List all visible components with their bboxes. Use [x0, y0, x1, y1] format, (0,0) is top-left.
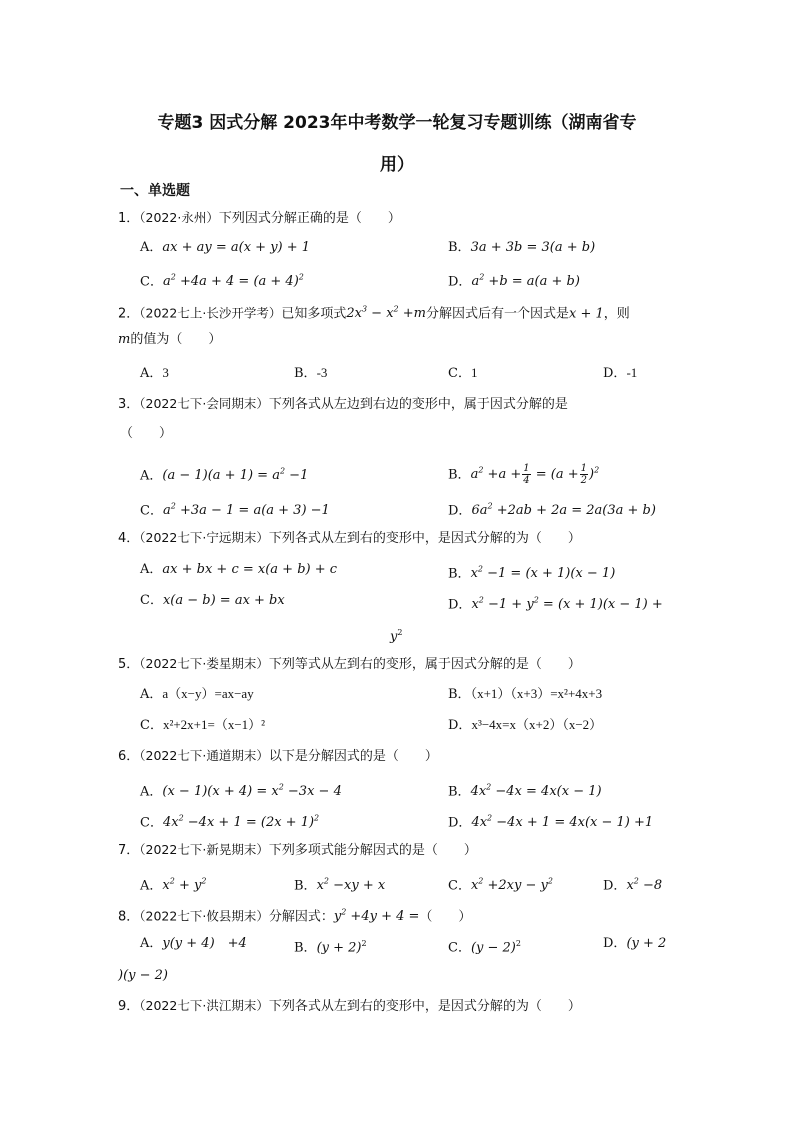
section-heading: 一、单选题 [120, 183, 190, 199]
question-5-option-d: D．x³−4x=x（x+2）（x−2） [448, 717, 603, 733]
question-2-option-d: D．-1 [603, 365, 638, 381]
question-2-stem: 2．（2022七上·长沙开学考）已知多项式$2x^3 - x^2 +m$分解因式后有一个因式是x + 1，则 [118, 305, 630, 322]
question-4-stem: 4．（2022七下·宁远期末）下列各式从左到右的变形中，是因式分解的为（ ） [118, 530, 581, 546]
question-7-option-b: B．$x^2 -xy + x$ [294, 877, 386, 894]
question-3-option-d: D．$6a^2 +2ab + 2a = 2a(3a + b)$ [448, 502, 656, 519]
question-4-option-a: A．ax + bx + c = x(a + b) + c [140, 562, 338, 577]
question-6-option-d: D．$4x^2 -4x + 1 = 4x(x - 1) +1$ [448, 814, 654, 831]
question-9-stem: 9．（2022七下·洪江期末）下列各式从左到右的变形中，是因式分解的为（ ） [118, 998, 581, 1014]
question-8-option-a: A．y(y + 4) +4 [140, 936, 247, 951]
question-5-stem: 5．（2022七下·娄星期末）下列等式从左到右的变形，属于因式分解的是（ ） [118, 656, 581, 672]
question-3-stem-cont: （ ） [120, 426, 173, 441]
question-7-option-d: D．$x^2 -8$ [603, 877, 663, 894]
question-1-option-d: D．$a^2 +b = a(a + b)$ [448, 273, 580, 290]
page-title [110, 102, 684, 186]
title-line-1: 专题3 因式分解 2023年中考数学一轮复习专题训练（湖南省专 [157, 113, 637, 133]
question-6-option-b: B．$4x^2 -4x = 4x(x - 1)$ [448, 783, 602, 800]
question-8-stem: 8．（2022七下·攸县期末）分解因式：$y^2 +4y + 4$ =（ ） [118, 908, 472, 925]
question-4-option-d-wrap: $y^2$ [390, 628, 403, 645]
question-3-stem: 3．（2022七下·会同期末）下列各式从左边到右边的变形中，属于因式分解的是 [118, 396, 568, 412]
question-7-option-a: A．$x^2 + y^2$ [140, 877, 207, 894]
title-line-2: 用） [380, 155, 414, 175]
question-6-option-c: C．$4x^2 -4x + 1 = (2x + 1)^2$ [140, 814, 320, 831]
question-3-option-b: B．$a^2 +a$ + $\frac{1}{4}$ = (a + $\frac{1}{2}$ )$^2$ [448, 463, 600, 487]
question-1-option-a: A．ax + ay = a(x + y) + 1 [140, 240, 311, 255]
question-4-option-b: B．$x^2 -1 = (x + 1)(x - 1)$ [448, 565, 616, 582]
question-5-option-c: C．x²+2x+1=（x−1）² [140, 717, 266, 733]
question-4-option-d: D．$x^2 -1 + y^2 = (x + 1)(x - 1)$ + [448, 596, 663, 613]
question-5-option-a: A．a（x−y）=ax−ay [140, 686, 254, 702]
question-7-stem: 7．（2022七下·新晃期末）下列多项式能分解因式的是（ ） [118, 842, 477, 858]
question-1-option-b: B．3a + 3b = 3(a + b) [448, 240, 596, 255]
question-2-option-c: C．1 [448, 365, 478, 381]
question-3-option-c: C．$a^2 +3a - 1 = a(a + 3) -1$ [140, 502, 330, 519]
question-6-option-a: A．$(x - 1)(x + 4) = x^2 -3x - 4$ [140, 783, 342, 800]
question-2-stem-cont: m的值为（ ） [118, 332, 222, 347]
question-8-option-d: D．(y + 2 [603, 936, 667, 951]
question-1-stem: 1．（2022·永州）下列因式分解正确的是（ ） [118, 210, 401, 226]
question-8-option-c: C．$(y - 2)^2$ [448, 939, 521, 956]
question-5-option-b: B．（x+1）（x+3）=x²+4x+3 [448, 686, 603, 702]
question-8-option-b: B．$(y + 2)^2$ [294, 939, 367, 956]
question-2-option-b: B．-3 [294, 365, 328, 381]
question-8-option-d-wrap: )(y − 2) [118, 968, 168, 983]
question-3-option-a: A．$(a - 1)(a + 1) = a^2 -1$ [140, 467, 309, 484]
question-7-option-c: C．$x^2 +2xy - y^2$ [448, 877, 553, 894]
question-6-stem: 6．（2022七下·通道期末）以下是分解因式的是（ ） [118, 748, 438, 764]
question-2-option-a: A．3 [140, 365, 169, 381]
question-4-option-c: C．x(a − b) = ax + bx [140, 593, 285, 608]
question-1-option-c: C．$a^2 +4a + 4 = (a + 4)^2$ [140, 273, 304, 290]
